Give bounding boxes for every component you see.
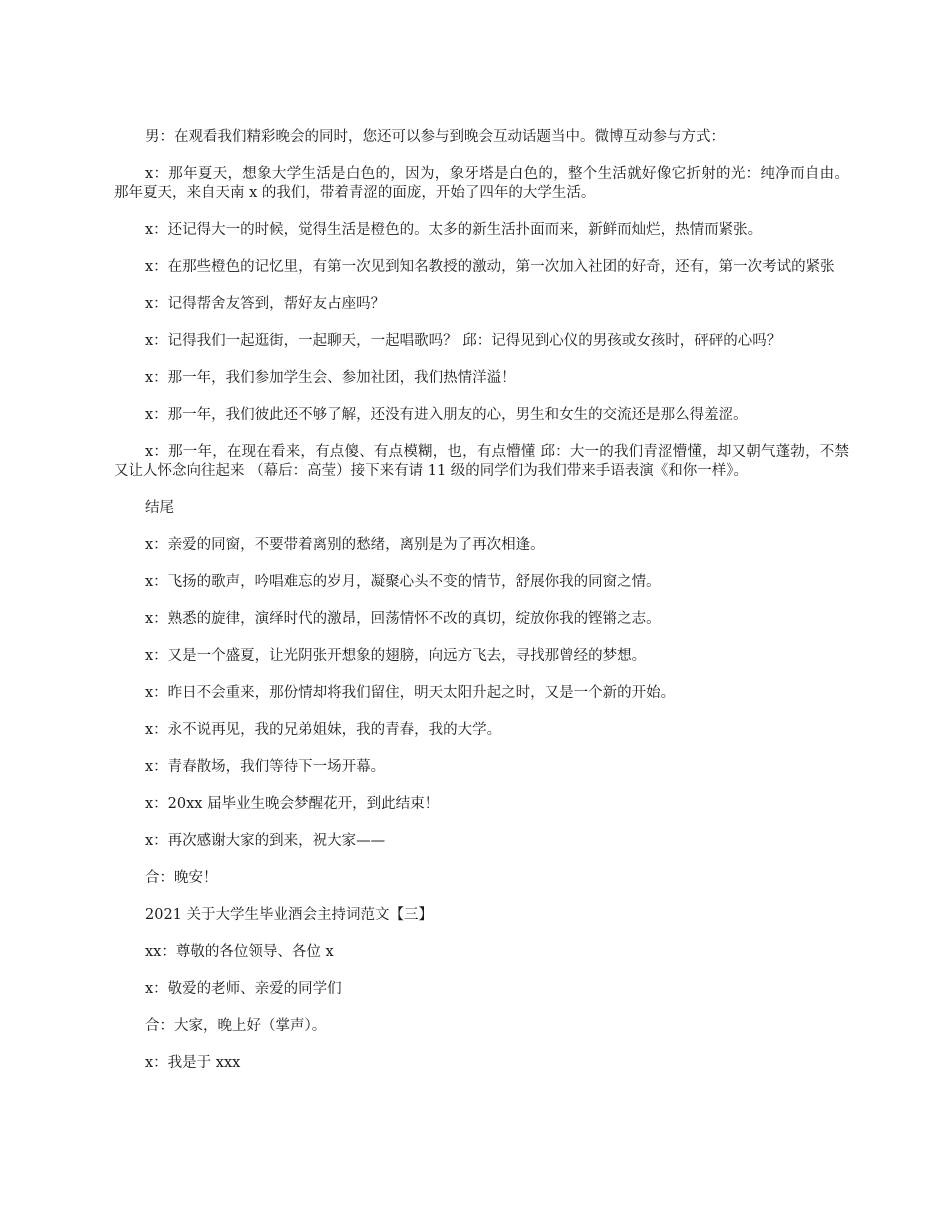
- paragraph: xx：尊敬的各位领导、各位 x: [145, 944, 334, 960]
- paragraph: x：永不说再见，我的兄弟姐妹，我的青春，我的大学。: [145, 722, 502, 738]
- paragraph: x：我是于 xxx: [145, 1055, 241, 1071]
- paragraph: x：20xx 届毕业生晚会梦醒花开，到此结束！: [145, 796, 440, 812]
- paragraph: x：记得我们一起逛街，一起聊天，一起唱歌吗？ 邱：记得见到心仪的男孩或女孩时，砰砰的心吗？: [145, 333, 782, 349]
- paragraph: 男：在观看我们精彩晚会的同时，您还可以参与到晚会互动话题当中。微博互动参与方式：: [145, 129, 725, 145]
- paragraph: x：那一年，我们彼此还不够了解，还没有进入朋友的心，男生和女生的交流还是那么得羞涩。: [145, 407, 748, 423]
- document-body: [114, 128, 849, 1091]
- paragraph: x：那年夏天，想象大学生活是白色的，因为，象牙塔是白色的，整个生活就好像它折射的光：纯净而自由。那年夏天，来自天南 x 的我们，带着青涩的面庞，开始了四年的大学生活。: [114, 166, 849, 201]
- paragraph: x：在那些橙色的记忆里，有第一次见到知名教授的激动，第一次加入社团的好奇，还有，第一次考试的紧张: [145, 259, 835, 275]
- paragraph: x：那一年，在现在看来，有点傻、有点模糊，也，有点懵懂 邱：大一的我们青涩懵懂，却又朝气蓬勃，不禁又让人怀念向往起来 （幕后：高莹）接下来有请 11 级的同学们为我们带来手语表演《和你一样》。: [114, 444, 849, 479]
- paragraph: 合：晚安！: [145, 870, 218, 886]
- paragraph: x：又是一个盛夏，让光阴张开想象的翅膀，向远方飞去，寻找那曾经的梦想。: [145, 648, 647, 664]
- paragraph: x：亲爱的同窗，不要带着离别的愁绪，离别是为了再次相逢。: [145, 537, 545, 553]
- section-title: 2021 关于大学生毕业酒会主持词范文【三】: [145, 907, 434, 923]
- paragraph: x：熟悉的旋律，演绎时代的激昂，回荡情怀不改的真切，绽放你我的铿锵之志。: [145, 611, 661, 627]
- paragraph: x：敬爱的老师、亲爱的同学们: [145, 981, 342, 997]
- paragraph: x：记得帮舍友答到，帮好友占座吗？: [145, 296, 386, 312]
- paragraph: x：还记得大一的时候，觉得生活是橙色的。太多的新生活扑面而来，新鲜而灿烂，热情而紧张。: [145, 222, 763, 238]
- paragraph: 合：大家，晚上好（掌声）。: [145, 1018, 327, 1034]
- section-heading-ending: 结尾: [145, 500, 174, 516]
- paragraph: x：飞扬的歌声，吟唱难忘的岁月，凝聚心头不变的情节，舒展你我的同窗之情。: [145, 574, 661, 590]
- paragraph: x：青春散场，我们等待下一场开幕。: [145, 759, 386, 775]
- paragraph: x：那一年，我们参加学生会、参加社团，我们热情洋溢！: [145, 370, 516, 386]
- paragraph: x：昨日不会重来，那份情却将我们留住，明天太阳升起之时，又是一个新的开始。: [145, 685, 676, 701]
- paragraph: x：再次感谢大家的到来，祝大家——: [145, 833, 386, 849]
